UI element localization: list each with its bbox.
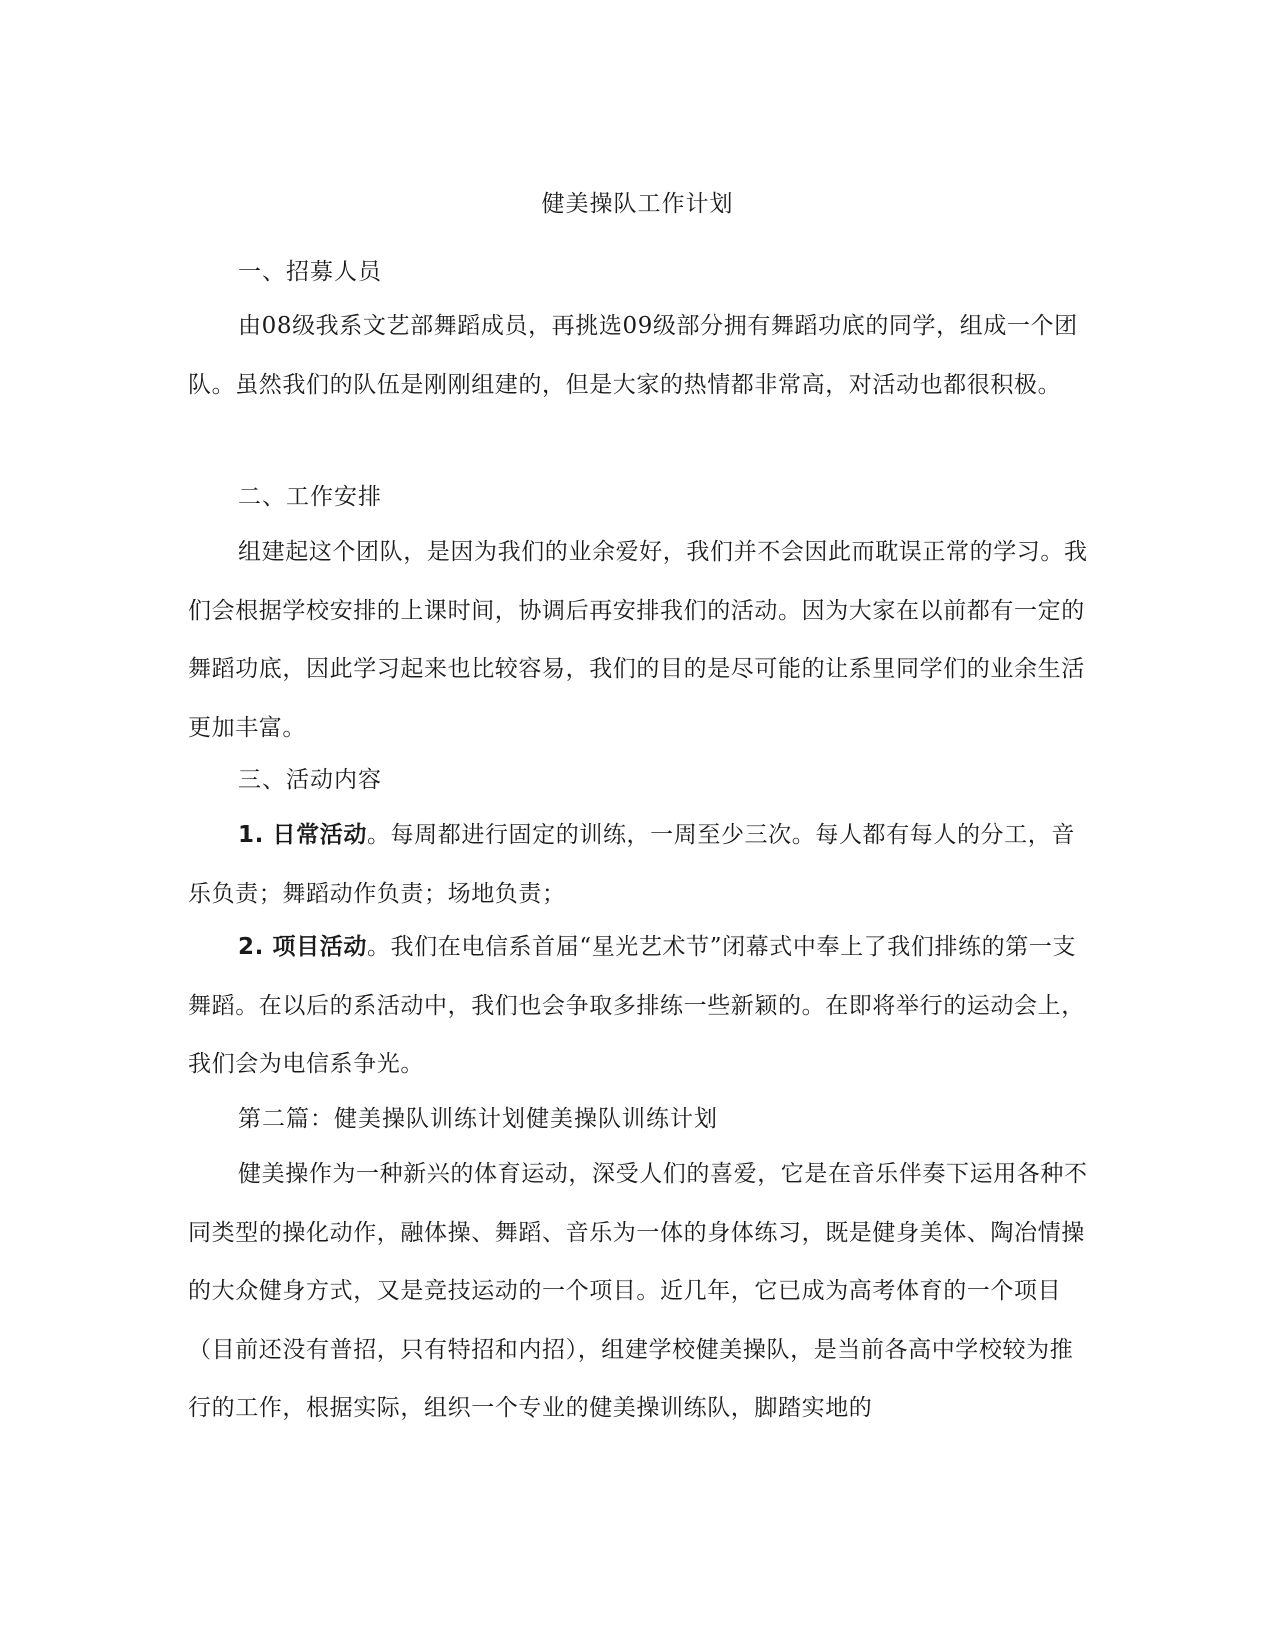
activity-item-daily-text: 。每周都进行固定的训练，一周至少三次。每人都有每人的分工，音乐负责；舞蹈动作负责；场地负责；	[188, 822, 1075, 907]
section-paragraph-work-arrangement: 组建起这个团队，是因为我们的业余爱好，我们并不会因此而耽误正常的学习。我们会根据学校安排的上课时间，协调后再安排我们的活动。因为大家在以前都有一定的舞蹈功底，因此学习起来也比较容易，我们的目的是尽可能的让系里同学们的业余生活更加丰富。	[188, 539, 1088, 741]
second-part-paragraph: 健美操作为一种新兴的体育运动，深受人们的喜爱，它是在音乐伴奏下运用各种不同类型的操化动作，融体操、舞蹈、音乐为一体的身体练习，既是健身美体、陶冶情操的大众健身方式，又是竞技运动的一个项目。近几年，它已成为高考体育的一个项目（目前还没有普招，只有特招和内招），组建学校健美操队，是当前各高中学校较为推行的工作，根据实际，组织一个专业的健美操训练队，脚踏实地的	[188, 1161, 1088, 1421]
second-part-heading: 第二篇：健美操队训练计划健美操队训练计划	[238, 1106, 718, 1132]
section-heading-activities: 三、活动内容	[238, 767, 382, 793]
document-title: 健美操队工作计划	[541, 191, 734, 217]
section-heading-work-arrangement: 二、工作安排	[238, 484, 382, 510]
section-heading-recruitment: 一、招募人员	[238, 259, 382, 285]
activity-item-project-text: 。我们在电信系首届“星光艺术节”闭幕式中奉上了我们排练的第一支舞蹈。在以后的系活动中，我们也会争取多排练一些新颖的。在即将举行的运动会上，我们会为电信系争光。	[188, 934, 1085, 1077]
activity-item-project-lead: 2. 项目活动	[238, 934, 367, 960]
activity-item-daily	[188, 806, 1090, 923]
section-paragraph-recruitment: 由08级我系文艺部舞蹈成员，再挑选09级部分拥有舞蹈功底的同学，组成一个团队。虽然我们的队伍是刚刚组建的，但是大家的热情都非常高，对活动也都很积极。	[188, 313, 1078, 398]
activity-item-daily-lead: 1. 日常活动	[238, 822, 367, 848]
activity-item-project	[188, 918, 1090, 1094]
